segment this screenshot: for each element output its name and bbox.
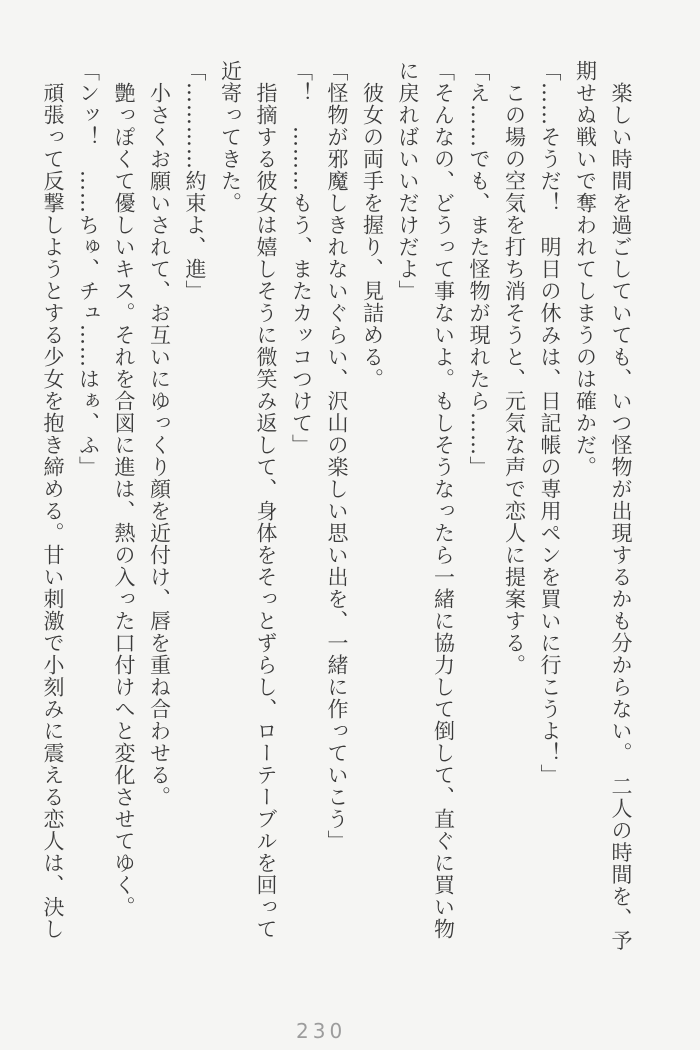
text-column-6: 「そんなの、どうって事ないよ。もしそうなったら一緒に協力して倒して、直ぐに買い物: [431, 60, 456, 940]
text-column-7: に戻ればいいだけだよ」: [396, 60, 420, 302]
text-column-13: 「…………約束よ、進」: [183, 60, 207, 302]
text-column-1: 楽しい時間を過ごしていても、いつ怪物が出現するかも分からない。 二人の時間を、予: [609, 60, 633, 952]
text-column-12: 近寄ってきた。: [218, 60, 243, 214]
text-column-15: 艶っぽくて優しいキス。それを合図に進は、熱の入った口付けへと変化させてゆく。: [112, 60, 136, 918]
text-column-10: 「！ ………もう、またカッコつけて」: [289, 60, 314, 456]
text-column-11: 指摘する彼女は嬉しそうに微笑み返して、身体をそっとずらし、ローテーブルを回って: [254, 60, 278, 940]
text-column-5: 「え……でも、また怪物が現れたら……」: [467, 60, 491, 478]
page-number: 230: [296, 1019, 347, 1043]
text-column-9: 「怪物が邪魔しきれないぐらい、沢山の楽しい思い出を、一緒に作っていこう」: [325, 60, 349, 852]
page-text: [35, 60, 639, 998]
text-column-17: 頑張って反撃しようとする少女を抱き締める。甘い刺激で小刻みに震える恋人は、決し: [41, 60, 65, 940]
text-column-16: 「ンッ！ ……ちゅ、チュ……はぁ、ふ」: [76, 60, 101, 478]
text-column-14: 小さくお願いされて、お互いにゆっくり顔を近付け、唇を重ね合わせる。: [147, 60, 172, 808]
text-column-3: 「……そうだ！ 明日の休みは、日記帳の専用ペンを買いに行こうよ！」: [538, 60, 562, 786]
text-column-2: 期せぬ戦いで奪われてしまうのは確かだ。: [573, 60, 598, 478]
text-column-4: この場の空気を打ち消そうと、元気な声で恋人に提案する。: [502, 60, 527, 676]
text-column-8: 彼女の両手を握り、見詰める。: [360, 60, 385, 390]
